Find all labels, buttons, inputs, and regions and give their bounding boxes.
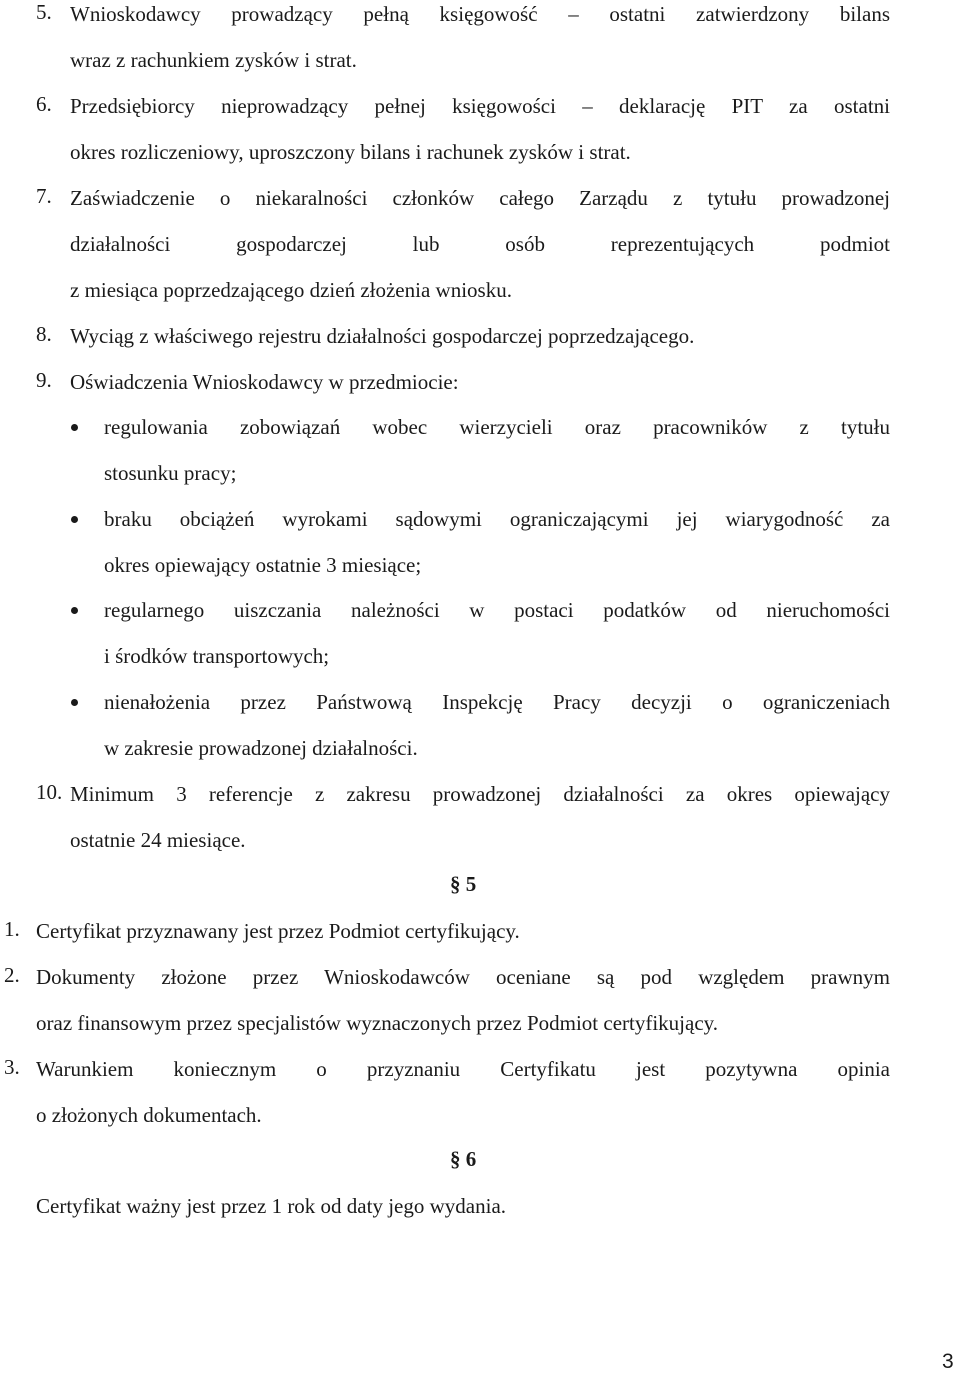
page-number: 3 xyxy=(942,1350,954,1373)
list-item-line: ostatnie 24 miesiące. xyxy=(70,828,246,852)
list-item-number: 9. xyxy=(36,368,52,392)
list-item-line: Certyfikat przyznawany jest przez Podmiot certyfikujący. xyxy=(36,919,520,943)
list-item-line: Przedsiębiorcy nieprowadzący pełnej księgowości – deklarację PIT za ostatni xyxy=(70,94,890,118)
bullet-icon xyxy=(71,699,78,706)
section-heading: § 6 xyxy=(450,1147,477,1171)
list-item-number: 8. xyxy=(36,322,52,346)
list-item-number: 1. xyxy=(4,917,20,941)
list-item-number: 6. xyxy=(36,92,52,116)
list-item-line: Warunkiem koniecznym o przyznaniu Certyfikatu jest pozytywna opinia xyxy=(36,1057,890,1081)
list-item-line: oraz finansowym przez specjalistów wyznaczonych przez Podmiot certyfikujący. xyxy=(36,1011,719,1035)
paragraph: Certyfikat ważny jest przez 1 rok od daty jego wydania. xyxy=(36,1194,507,1218)
bullet-line: stosunku pracy; xyxy=(104,461,237,485)
bullet-line: regularnego uiszczania należności w postaci podatków od nieruchomości xyxy=(104,598,890,622)
list-item-line: Minimum 3 referencje z zakresu prowadzonej działalności za okres opiewający xyxy=(70,782,890,806)
list-item-number: 3. xyxy=(4,1055,20,1079)
bullet-icon xyxy=(71,607,78,614)
list-item-line: Oświadczenia Wnioskodawcy w przedmiocie: xyxy=(70,370,459,394)
list-item-number: 7. xyxy=(36,184,52,208)
list-item-line: Zaświadczenie o niekaralności członków całego Zarządu z tytułu prowadzonej xyxy=(70,186,890,210)
list-item-line: Wnioskodawcy prowadzący pełną księgowość – ostatni zatwierdzony bilans xyxy=(70,2,890,26)
bullet-icon xyxy=(71,424,78,431)
list-item-line: okres rozliczeniowy, uproszczony bilans i rachunek zysków i strat. xyxy=(70,140,631,164)
list-item-line: o złożonych dokumentach. xyxy=(36,1103,262,1127)
list-item-line: z miesiąca poprzedzającego dzień złożenia wniosku. xyxy=(70,278,512,302)
bullet-line: braku obciążeń wyrokami sądowymi ograniczającymi jej wiarygodność za xyxy=(104,507,890,531)
list-item-line: Wyciąg z właściwego rejestru działalności gospodarczej poprzedzającego. xyxy=(70,324,695,348)
bullet-line: nienałożenia przez Państwową Inspekcję Pracy decyzji o ograniczeniach xyxy=(104,690,890,714)
section-heading: § 5 xyxy=(450,872,477,896)
bullet-line: okres opiewający ostatnie 3 miesiące; xyxy=(104,553,422,577)
list-item-number: 2. xyxy=(4,963,20,987)
list-item-number: 10. xyxy=(36,780,63,804)
bullet-line: w zakresie prowadzonej działalności. xyxy=(104,736,418,760)
list-item-number: 5. xyxy=(36,0,52,24)
list-item-line: Dokumenty złożone przez Wnioskodawców oceniane są pod względem prawnym xyxy=(36,965,890,989)
bullet-line: regulowania zobowiązań wobec wierzycieli oraz pracowników z tytułu xyxy=(104,415,890,439)
bullet-icon xyxy=(71,516,78,523)
list-item-line: wraz z rachunkiem zysków i strat. xyxy=(70,48,357,72)
list-item-line: działalności gospodarczej lub osób reprezentujących podmiot xyxy=(70,232,890,256)
bullet-line: i środków transportowych; xyxy=(104,644,330,668)
